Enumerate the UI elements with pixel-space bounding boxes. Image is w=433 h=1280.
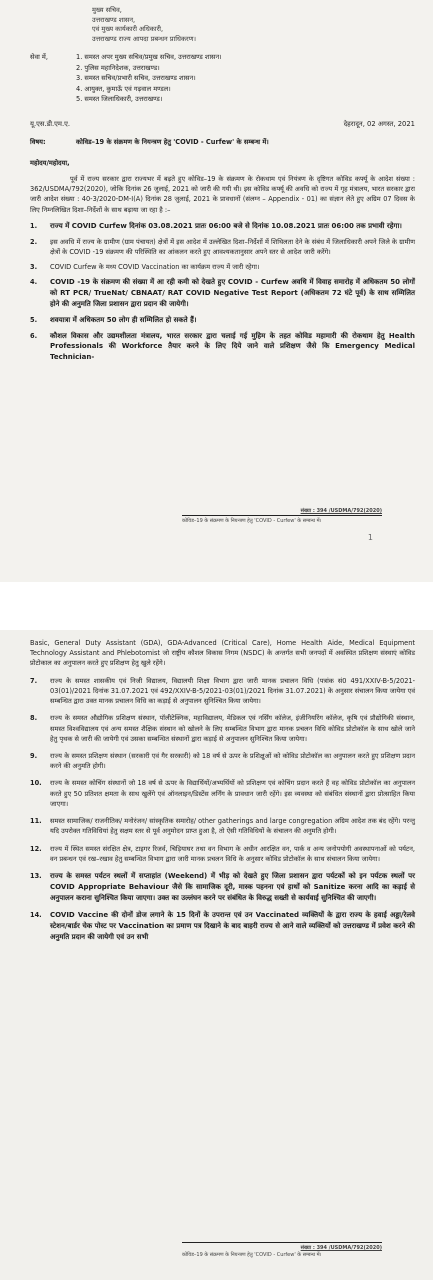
recipient-list — [76, 52, 222, 105]
directive-item — [30, 751, 415, 771]
salutation: महोदय/महोदया, — [30, 158, 70, 167]
directive-item — [30, 277, 415, 310]
footer-reference: संख्या : 394 /USDMA/792(2020) — [300, 508, 382, 514]
page-number: 1 — [367, 533, 373, 542]
item-text: इस अवधि में राज्य के ग्रामीण (ग्राम पंचायत) क्षेत्रों में इस आदेश में उल्लेखित दिशा–निर्देशों में शिथिलता देने के संबंध में जिलाधिकारी अपने जिले के ग्रामीण क्षेत्रों के COVID -19 संक्रमण की परिस्थिति का आंकलन करते हुए आवश्यकतानुसार अपने स्तर से आदेश जारी करेंगे। — [50, 237, 415, 256]
directive-item — [30, 778, 415, 809]
footer-reference: संख्या : 394 /USDMA/792(2020) — [300, 1245, 382, 1251]
item-number: 10. — [30, 779, 42, 788]
item-text: COVID Curfew के मध्य COVID Vaccination का कार्यक्रम राज्य में जारी रहेगा। — [50, 263, 260, 272]
directive-item — [30, 237, 415, 257]
sender-block — [92, 6, 415, 44]
sender-line: उत्तराखण्ड शासन, — [92, 15, 136, 24]
recipient-item: 1. समस्त अपर मुख्य सचिव/प्रमुख सचिव, उत्तराखण्ड शासन। — [76, 53, 222, 62]
item-number: 8. — [30, 714, 38, 723]
item-text: कौशल विकास और उद्यमशीलता मंत्रालय, भारत सरकार द्वारा चलाई गई मुहिम के तहत कोविड महामारी की रोकथाम हेतु Health Professionals की Workforce तैयार करने के लिए दिये जाने वाले प्रशिक्षण जैसे कि Emergency Medical Technician- — [50, 331, 415, 362]
footer-divider — [182, 515, 382, 516]
item-text: राज्य के समस्त पर्यटन स्थलों में सप्ताहांत (Weekend) में भीड़ को देखते हुए जिला प्रशासन द्वारा पर्यटकों को इन पर्यटक स्थलों पर COVID Appropriate Behaviour जैसे कि सामाजिक दूरी, मास्क पहनना एवं हाथों को Sanitize करना आदि का कड़ाई से अनुपालन कराना सुनिश्चित किया जाएगा। उक्त का उल्लंघन करने पर संबंधित के विरुद्ध सख्ती से कार्यवाई सुनिश्चित की जाएगी। — [50, 871, 415, 902]
item-text: COVID -19 के संक्रमण की संख्या में आ रही कमी को देखते हुए COVID - Curfew अवधि में विवाह समारोह में अधिकतम 50 लोगों को RT PCR/ TrueNat/ CBNAAT/ RAT COVID Negative Test Report (अधिकतम 72 घंटे पूर्व) के साथ सम्मिलित होने की अनुमति जिला प्रशासन द्वारा प्रदान की जायेगी। — [50, 278, 415, 308]
item-number: 4. — [30, 278, 38, 287]
item-number: 1. — [30, 221, 38, 230]
document-page-1 — [0, 0, 433, 582]
item-number: 5. — [30, 315, 38, 324]
item-number: 3. — [30, 263, 38, 272]
item-text: राज्य के समस्त औद्योगिक प्रशिक्षण संस्थान, पॉलीटेक्निक, महाविद्यालय, मेडिकल एवं नर्सिंग कॉलेज, इंजीनियरिंग कॉलेज, कृषि एवं प्रौद्योगिकी संस्थान, समस्त विश्वविद्यालय एवं अन्य समस्त शैक्षिक संस्थान को खोलने के लिए सम्बन्धित विभाग द्वारा मानक प्रचलन विधि कोविड प्रोटोकॉल के साथ खोले जाने हेतु पृथक से जारी की जायेगी एवं उसका सम्बन्धित संस्थानों द्वारा कड़ाई से अनुपालन सुनिश्चित किया जायेगा। — [50, 714, 415, 743]
footer-divider — [182, 1242, 382, 1243]
directive-item — [30, 221, 415, 232]
item-text: COVID Vaccine की दोनों डोज लगाने के 15 दिनों के उपरान्त एवं उन Vaccinated व्यक्तियों के द्वारा राज्य के हवाई अड्डा/रेलवे स्टेशन/बार्डर चेक पोस्ट पर Vaccination का प्रमाण पत्र दिखाने के बाद बाहरी राज्य से आने वाले व्यक्तियों को उत्तराखण्ड में प्रवेश करने की अनुमति प्रदान की जायेगी एवं उन सभी — [50, 911, 415, 942]
page-footer-1 — [182, 508, 382, 524]
item-number: 7. — [30, 676, 38, 685]
directive-item — [30, 816, 415, 836]
item-number: 2. — [30, 237, 38, 246]
sender-line: एवं मुख्य कार्यकारी अधिकारी, — [92, 25, 164, 34]
item-number: 6. — [30, 331, 38, 340]
item-text: शवयात्रा में अधिकतम 50 लोग ही सम्मिलित हो सकते हैं। — [50, 315, 197, 324]
sender-line: मुख्य सचिव, — [92, 6, 122, 14]
directive-item — [30, 315, 415, 326]
recipient-item: 4. आयुक्त, कुमाऊँ एवं गढ़वाल मण्डल। — [76, 84, 171, 93]
subject-label: विषय: — [30, 138, 46, 147]
reference-row — [30, 119, 415, 130]
recipient-block — [30, 52, 415, 105]
sender-line: उत्तराखण्ड राज्य आपदा प्रबन्धन प्राधिकरण। — [92, 34, 197, 43]
page-gap — [0, 582, 433, 630]
directive-item — [30, 910, 415, 943]
directive-item — [30, 871, 415, 904]
item-text: समस्त सामाजिक/ राजनीतिक/ मनोरंजन/ सांस्कृतिक समारोह/ other gatherings and large congregation अग्रिम आदेश तक बंद रहेंगे। परन्तु यदि उपरोक्त गतिविधियां हेतु सक्षम स्तर से पूर्व अनुमोदन प्राप्त हुआ है, तो ऐसी गतिविधियों के संचालन की अनुमति होगी। — [50, 817, 415, 836]
item-number: 12. — [30, 844, 42, 853]
recipient-item: 5. समस्त जिलाधिकारी, उत्तराखण्ड। — [76, 95, 163, 104]
place-date: देहरादून, 02 अगस्त, 2021 — [343, 119, 415, 128]
item-text: राज्य के समस्त प्रशिक्षण संस्थान (सरकारी एवं गैर सरकारी) को 18 वर्ष से ऊपर के प्रशिक्षुओं को कोविड प्रोटोकॉल का अनुपालन करते हुए प्रशिक्षण प्रदान करने की अनुमति होगी। — [50, 751, 415, 771]
item-number: 13. — [30, 871, 42, 880]
page-footer-2 — [182, 1242, 382, 1258]
subject-text: कोविड–19 के संक्रमण के नियन्त्रण हेतु 'COVID - Curfew' के सम्बन्ध में। — [76, 138, 269, 147]
recipient-item: 2. पुलिस महानिदेशक, उत्तराखण्ड। — [76, 63, 160, 72]
item-number: 9. — [30, 751, 38, 760]
directive-item — [30, 262, 415, 272]
to-label: सेवा में, — [30, 53, 48, 62]
continued-paragraph: Basic, General Duty Assistant (GDA), GDA-Advanced (Critical Care), Home Health Aide, Medical Equipment Technology Assistant and Phlebotomist जो राष्ट्रीय कौशल विकास निगम (NSDC) के अन्तर्गत सभी जनपदों में अवस्थित प्रशिक्षण संस्थाएं कोविड प्रोटोकाल का अनुपालन करते हुए प्रशिक्षण हेतु खुले रहेंगे। — [30, 639, 415, 668]
item-text: राज्य में COVID Curfew दिनांक 03.08.2021 प्रातः 06:00 बजे से दिनांक 10.08.2021 प्रातः 06:00 तक प्रभावी रहेगा। — [50, 221, 402, 230]
directive-item — [30, 844, 415, 864]
directive-list-2 — [30, 676, 415, 943]
document-page-2 — [0, 630, 433, 1280]
item-number: 11. — [30, 817, 42, 826]
subject-row — [30, 137, 415, 147]
directive-item — [30, 331, 415, 364]
directive-list-1 — [30, 221, 415, 363]
directive-item — [30, 713, 415, 744]
footer-subject: कोविड–19 के संक्रमण के नियन्त्रण हेतु 'COVID - Curfew' के सम्बन्ध में। — [182, 517, 322, 524]
item-number: 14. — [30, 911, 42, 920]
item-text: राज्य के समस्त शासकीय एवं निजी विद्यालय, विद्यालयी शिक्षा विभाग द्वारा जारी मानक प्रचालन विधि (पत्रांक सं0 491/XXIV-B-5/2021-03(01)/2021 दिनांक 31.07.2021 एवं 492/XXIV-B-5/2021-03(01)/2021 दिनांक 31.07.2021) के अनुसार संचालन किया जायेगा एवं सम्बन्धित द्वारा उक्त मानक प्रचालन विधि का कड़ाई से अनुपालन सुनिश्चित किया जायेगा। — [50, 676, 415, 706]
item-text: राज्य में स्थित समस्त संरक्षित क्षेत्र, टाइगर रिजर्व, चिड़ियाघर तथा वन विभाग के अधीन आरक्षित वन, पार्क व अन्य जनोपयोगी अवस्थापनाओं को पर्यटन, वन प्रबन्धन एवं रख–रखाव हेतु सम्बन्धित विभाग द्वारा जारी मानक प्रचलन विधि के अनुसार कोविड प्रोटोकॉल के साथ संचालन किया जायेगा। — [50, 844, 415, 863]
intro-paragraph: पूर्व में राज्य सरकार द्वारा राज्यभर में बढ़ते हुए कोविड–19 के संक्रमण के रोकथाम एवं नियंत्रण के दृष्टिगत कोविड कर्फ्यू के आदेश संख्या : 362/USDMA/792(2020), जोकि दिनांक 26 जुलाई, 2021 को जारी की गयी थी। इस कोविड कर्फ्यू की अवधि को राज्य में गृह मंत्रालय, भारत सरकार द्वारा जारी आदेश संख्या : 40-3/2020-DM-I(A) दिनांक 28 जुलाई, 2021 के प्रावधानों (संलग्न – Appendix - 01) का संज्ञान लेते हुए अग्रिम 07 दिवस के लिए निम्नलिखित दिशा–निर्देशों के साथ बढ़ाया जा रहा है :– — [30, 174, 415, 214]
footer-subject: कोविड–19 के संक्रमण के नियन्त्रण हेतु 'COVID - Curfew' के सम्बन्ध में। — [182, 1251, 322, 1258]
reference-number: यू.एस.डी.एम.ए. — [30, 119, 71, 128]
recipient-item: 3. समस्त सचिव/प्रभारी सचिव, उत्तराखण्ड शासन। — [76, 74, 196, 83]
directive-item — [30, 676, 415, 707]
item-text: राज्य के समस्त कोचिंग संस्थानों जो 18 वर्ष से ऊपर के विद्यार्थियों/अभ्यर्थियों को प्रशिक्षण एवं कोचिंग प्रदान करते हैं वह कोविड प्रोटोकॉल का अनुपालन करते हुए 50 प्रतिशत क्षमता के साथ खुलेंगे एवं ऑनलाइन/डिस्टेंस लर्निंग के प्रावधान जारी रहेंगे। इस व्यवस्था को संबंधित संस्थानों द्वारा प्रोत्साहित किया जाएगा। — [50, 779, 415, 808]
